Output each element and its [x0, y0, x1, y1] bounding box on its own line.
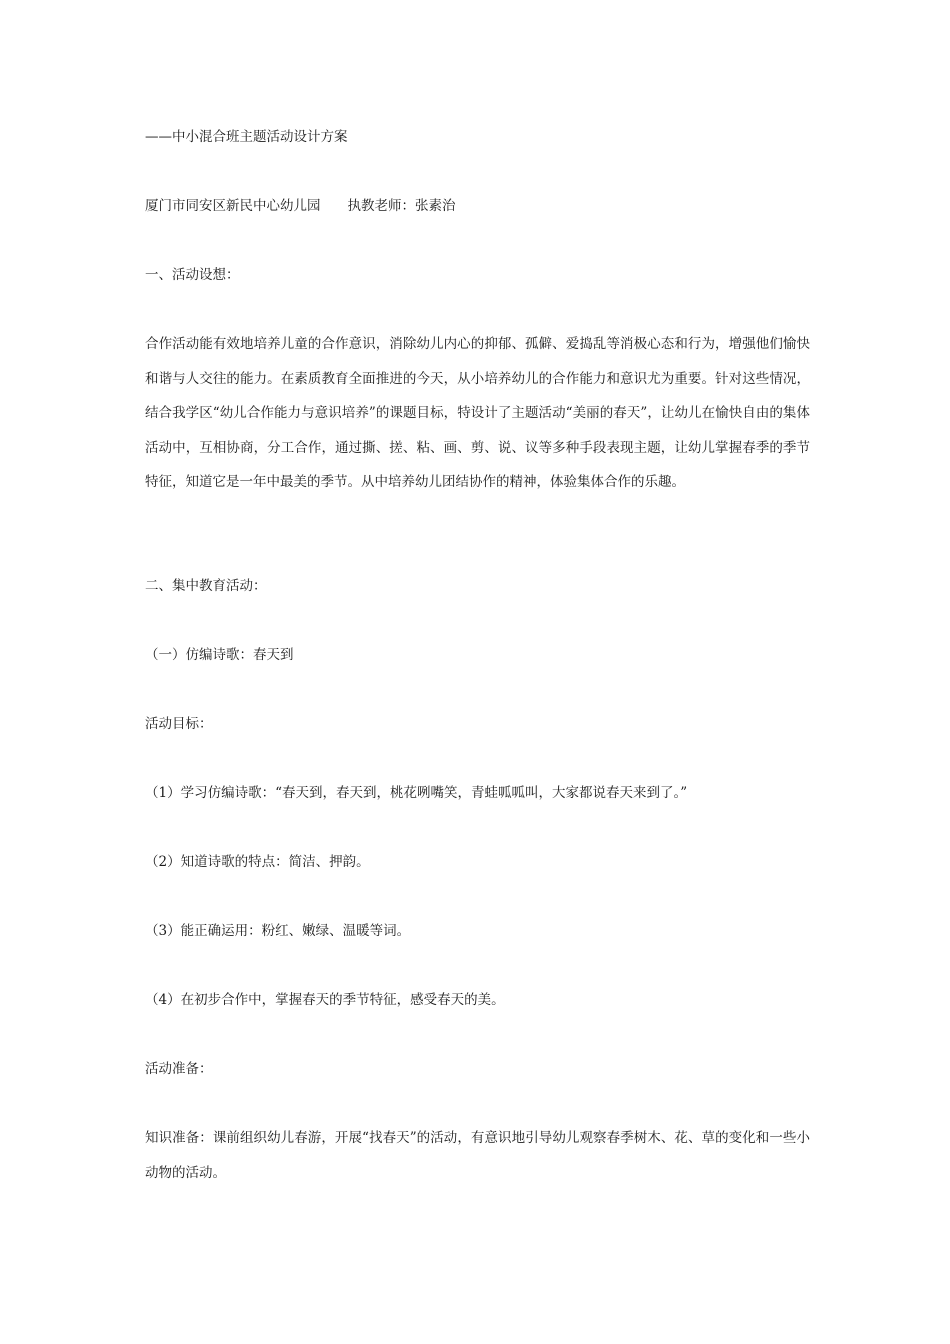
activity-title: （一）仿编诗歌：春天到 [145, 647, 294, 663]
goal-item-3: （3）能正确运用：粉红、嫩绿、温暖等词。 [145, 923, 411, 939]
document-subtitle: ——中小混合班主题活动设计方案 [145, 129, 348, 145]
section1-paragraph: 合作活动能有效地培养儿童的合作意识，消除幼儿内心的抑郁、孤僻、爱捣乱等消极心态和行为，增强他们愉快和谐与人交往的能力。在素质教育全面推进的今天，从小培养幼儿的合作能力和意识尤为重要。针对这些情况，结合我学区“幼儿合作能力与意识培养”的课题目标，特设计了主题活动“美丽的春天”，让幼儿在愉快自由的集体活动中，互相协商，分工合作，通过撕、搓、粘、画、剪、说、议等多种手段表现主题，让幼儿掌握春季的季节特征，知道它是一年中最美的季节。从中培养幼儿团结协作的精神，体验集体合作的乐趣。 [145, 336, 810, 490]
goals-heading: 活动目标： [145, 716, 213, 732]
goal-item-2: （2）知道诗歌的特点：简洁、押韵。 [145, 854, 370, 870]
goal-item-1: （1）学习仿编诗歌：“春天到，春天到，桃花咧嘴笑，青蛙呱呱叫，大家都说春天来到了。” [145, 785, 688, 801]
knowledge-prep-paragraph: 知识准备：课前组织幼儿春游，开展“找春天”的活动，有意识地引导幼儿观察春季树木、花、草的变化和一些小动物的活动。 [145, 1130, 810, 1181]
goal-item-4: （4）在初步合作中，掌握春天的季节特征，感受春天的美。 [145, 992, 505, 1008]
author-line: 厦门市同安区新民中心幼儿园 执教老师：张素治 [145, 198, 456, 214]
section1-heading: 一、活动设想： [145, 267, 240, 283]
prep-heading: 活动准备： [145, 1061, 213, 1077]
section2-heading: 二、集中教育活动： [145, 578, 267, 594]
